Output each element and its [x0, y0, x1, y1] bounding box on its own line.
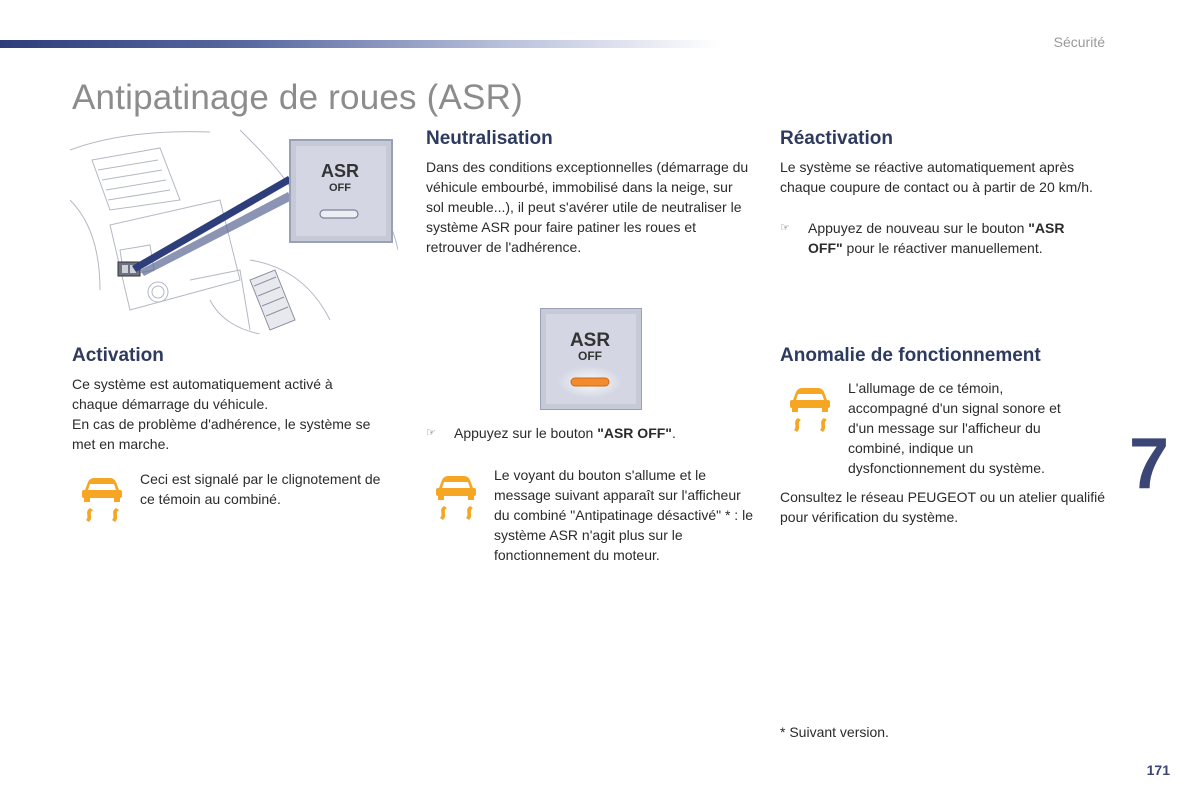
activation-body-2: En cas de problème d'adhérence, le système se met en marche. [72, 416, 371, 452]
chapter-number: 7 [1129, 424, 1170, 504]
anomalie-warning: L'allumage de ce témoin, accompagné d'un signal sonore et d'un message sur l'afficheur du combiné, indique un dysfonctionnement du système. [848, 380, 1061, 476]
reactivation-bullet-suffix: pour le réactiver manuellement. [842, 240, 1043, 256]
activation-heading: Activation [72, 345, 164, 366]
skid-warning-icon [80, 476, 124, 524]
neutralisation-bullet [426, 423, 756, 443]
neutralisation-bullet-text: Appuyez sur le bouton [454, 425, 598, 441]
anomalie-body: Consultez le réseau PEUGEOT ou un atelier qualifié pour vérification du système. [780, 489, 1106, 525]
skid-warning-icon [788, 386, 832, 434]
header-bar [0, 40, 720, 48]
dashboard-illustration [70, 130, 398, 334]
neutralisation-warning: Le voyant du bouton s'allume et le message suivant apparaît sur l'afficheur du combiné "Antipatinage désactivé" * : le système ASR n'agit plus sur le fonctionnement du moteur. [494, 467, 753, 563]
pointing-hand-icon: ☞ [426, 427, 436, 439]
button-label-line2: OFF [578, 349, 602, 363]
reactivation-bullet-text: Appuyez de nouveau sur le bouton [808, 220, 1029, 236]
page-number: 171 [1146, 762, 1170, 778]
activation-warning: Ceci est signalé par le clignotement de ce témoin au combiné. [140, 471, 381, 507]
reactivation-bullet-bold: "ASR OFF" [808, 220, 1065, 256]
neutralisation-bullet-suffix: . [671, 425, 676, 441]
footnote: * Suivant version. [780, 724, 889, 740]
reactivation-body: Le système se réactive automatiquement après chaque coupure de contact ou à partir de 20 km/h. [780, 159, 1093, 195]
illu-button-line2: OFF [329, 182, 351, 194]
page-title: Antipatinage de roues (ASR) [72, 78, 523, 117]
anomalie-heading: Anomalie de fonctionnement [780, 345, 1041, 366]
neutralisation-heading: Neutralisation [426, 128, 553, 149]
neutralisation-bullet-bold: "ASR OFF" [597, 425, 672, 441]
neutralisation-body: Dans des conditions exceptionnelles (démarrage du véhicule embourbé, immobilisé dans la neige, sur sol meuble...), il peut s'avérer utile de neutraliser le système ASR pour faire patiner les roues et retrouver de l'adhérence. [426, 159, 749, 255]
activation-body-1: Ce système est automatiquement activé à chaque démarrage du véhicule. [72, 376, 333, 412]
reactivation-heading: Réactivation [780, 128, 893, 149]
reactivation-bullet [780, 218, 1100, 258]
section-label: Sécurité [1053, 34, 1105, 50]
asr-off-button-image [540, 308, 642, 410]
button-label-line1: ASR [569, 330, 611, 351]
skid-warning-icon [434, 474, 478, 522]
pointing-hand-icon: ☞ [780, 222, 790, 234]
activation-text [72, 374, 372, 454]
illu-button-line1: ASR [320, 161, 360, 181]
